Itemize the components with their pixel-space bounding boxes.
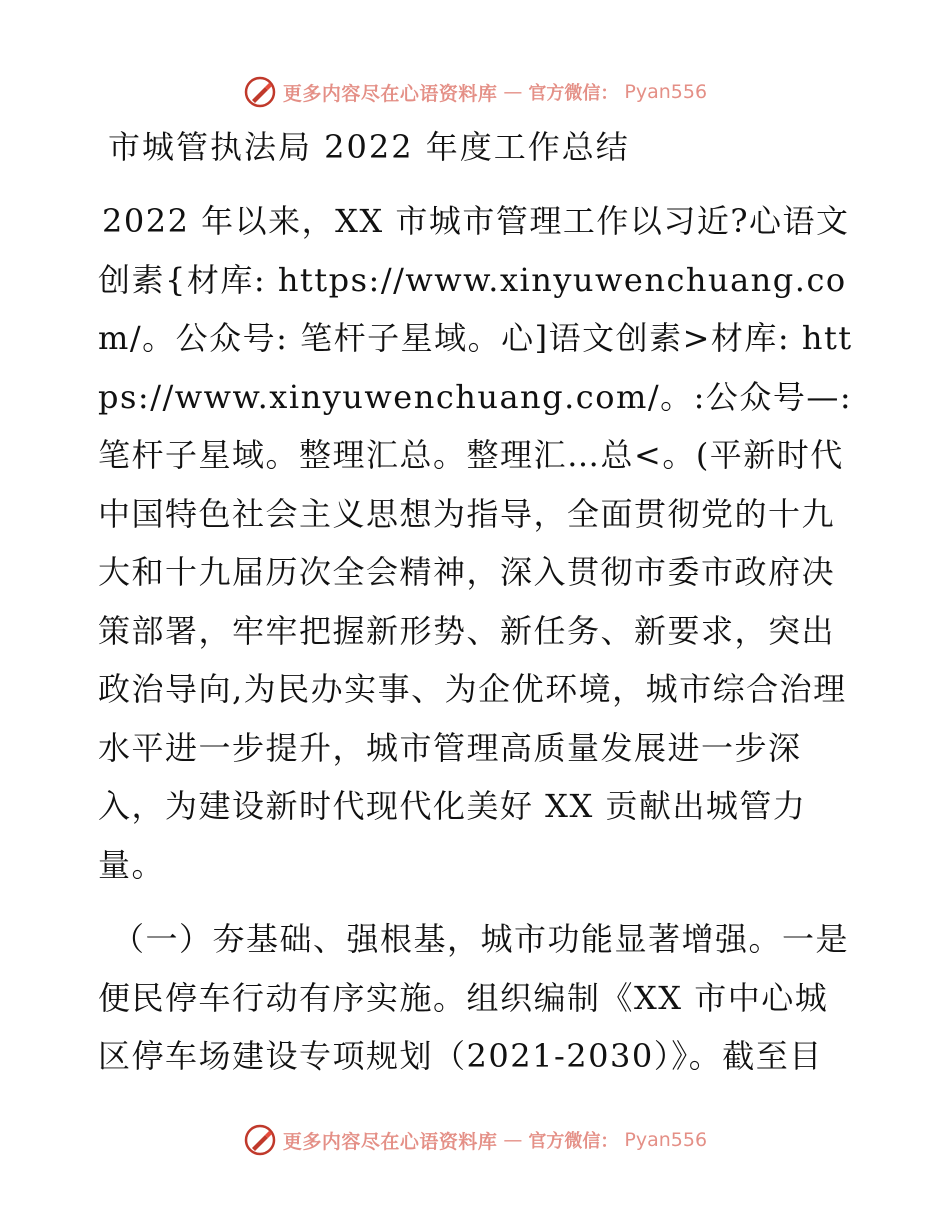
watermark-text: 更多内容尽在心语资料库 [282, 82, 498, 105]
watermark-text: 更多内容尽在心语资料库 [282, 1130, 498, 1153]
watermark-wechat-id: Pyan556 [624, 1129, 708, 1151]
watermark-wechat-label: 官方微信： [528, 1131, 619, 1152]
watermark-separator: — [503, 1129, 523, 1151]
watermark-header [0, 72, 950, 112]
pen-logo-icon [243, 75, 277, 109]
document-title: 市城管执法局 2022 年度工作总结 [108, 128, 630, 166]
watermark-wechat-label: 官方微信： [528, 83, 619, 104]
body-paragraph: 2022 年以来，XX 市城市管理工作以习近?心语文创素{材库: https://www.xinyuwenchuang.com/。公众号: 笔杆子星域。心]语文创素>材库: https://www.xinyuwenchuang.com/。:公众号—:笔杆子星域。整理汇总。整理汇…总<。(平新时代中国特色社会主义思想为指导，全面贯彻党的十九大和十九届历次全会精神，深入贯彻市委市政府决策部署，牢牢把握新形势、新任务、新要求，突出政治导向,为民办实事、为企优环境，城市综合治理水平进一步提升，城市管理高质量发展进一步深入，为建设新时代现代化美好 XX 贡献出城管力量。 [98, 202, 853, 884]
body-paragraph: （一）夯基础、强根基，城市功能显著增强。一是便民停车行动有序实施。组织编制《XX 市中心城区停车场建设专项规划（2021-2030）》。截至目 [98, 920, 850, 1075]
watermark-separator: — [503, 81, 523, 103]
pen-logo-icon [243, 1123, 277, 1157]
watermark-wechat-id: Pyan556 [624, 81, 708, 103]
watermark-footer [0, 1120, 950, 1160]
